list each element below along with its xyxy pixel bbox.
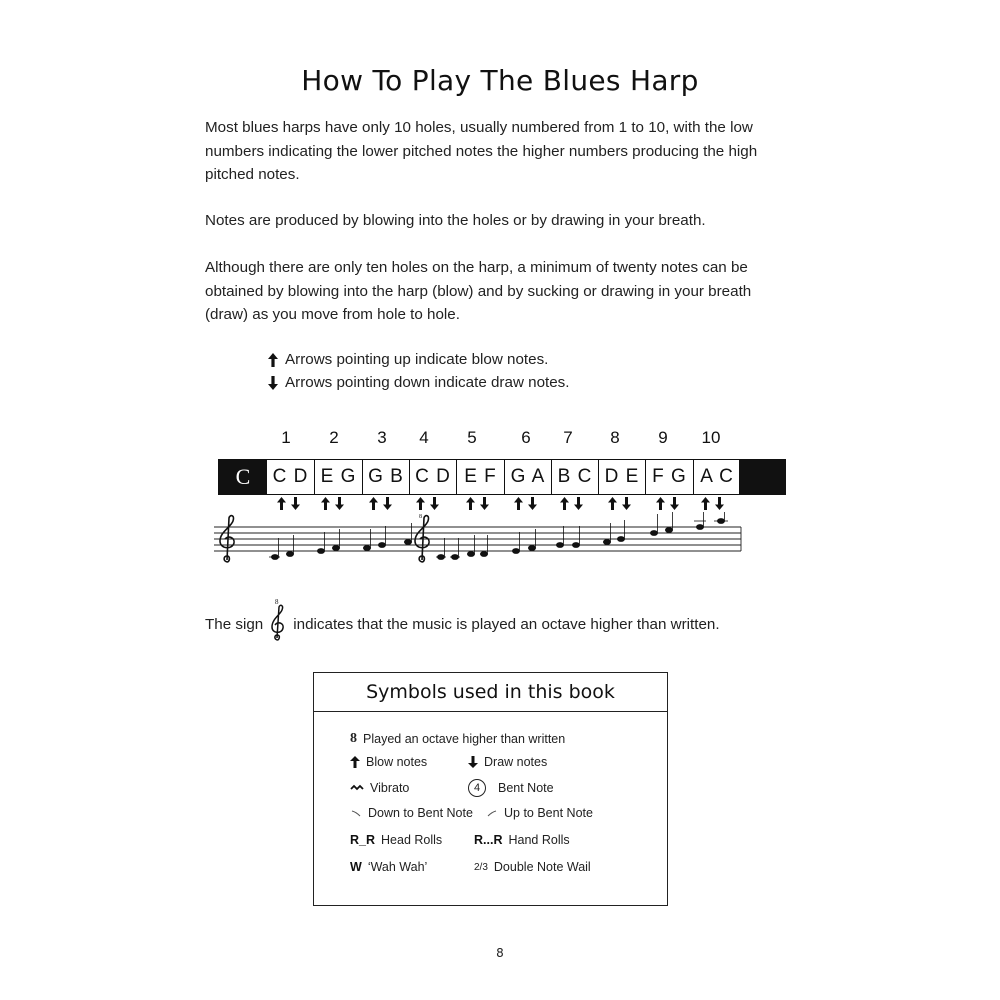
hole-number: 10 [701, 428, 721, 447]
bent-note-label: Bent Note [498, 781, 554, 795]
up-arrow-icon [350, 756, 360, 768]
draw-legend [267, 374, 570, 391]
hole-number: 1 [281, 428, 291, 447]
intro-paragraph: Most blues harps have only 10 holes, usually numbered from 1 to 10, with the low numbers indicating the lower pitched notes the higher numbers producing the high pitched notes. [205, 119, 758, 183]
up-arrow-icon [656, 497, 665, 510]
octave-label: Played an octave higher than written [363, 732, 566, 746]
up-arrow-icon [321, 497, 330, 510]
hole-arrows [701, 497, 724, 510]
key-label: C [219, 460, 267, 494]
down-arrow-icon [528, 497, 537, 510]
blow-label: Blow notes [366, 755, 428, 769]
up-arrow-icon [416, 497, 425, 510]
hole-arrows [560, 497, 583, 510]
hole-notes: F G [646, 460, 694, 494]
hole-notes: A C [700, 466, 734, 487]
up-arrow-icon [267, 353, 279, 367]
hole-arrows [277, 497, 300, 510]
harp-end-block [739, 460, 785, 494]
hole-arrows [608, 497, 631, 510]
vibrato-label: Vibrato [370, 781, 410, 795]
hole-notes: G A [505, 460, 552, 494]
hole-arrows [369, 497, 392, 510]
up-arrow-icon [608, 497, 617, 510]
hole-arrows [514, 497, 537, 510]
symbol-row-bends [350, 806, 593, 820]
hand-rolls-label: Hand Rolls [508, 833, 570, 847]
page-title: How To Play The Blues Harp [301, 64, 699, 97]
treble-clef-octave-icon [415, 514, 429, 562]
music-staff [214, 512, 744, 574]
wah-wah-label: ‘Wah Wah’ [367, 860, 428, 874]
down-arrow-icon [383, 497, 392, 510]
down-arrow-icon [430, 497, 439, 510]
harp-hole-diagram [218, 459, 786, 495]
hole-arrows [466, 497, 489, 510]
hole-number: 2 [329, 428, 339, 447]
hole-notes: B C [552, 460, 599, 494]
sign-text-after: indicates that the music is played an octave higher than written. [293, 615, 720, 633]
treble-clef-octave-icon [269, 598, 287, 644]
svg-text:8: 8 [419, 514, 422, 520]
down-bent-label: Down to Bent Note [368, 806, 473, 820]
up-arrow-icon [369, 497, 378, 510]
notes-paragraph: Notes are produced by blowing into the holes or by drawing in your breath. [205, 212, 706, 229]
blow-legend-text: Arrows pointing up indicate blow notes. [285, 351, 549, 368]
up-arrow-icon [701, 497, 710, 510]
page-number: 8 [496, 946, 504, 960]
hole-arrows [656, 497, 679, 510]
up-bent-label: Up to Bent Note [504, 806, 593, 820]
symbol-row-rolls [350, 833, 570, 847]
hole-arrows [321, 497, 344, 510]
head-rolls-icon: R_R [350, 833, 376, 847]
hole-number: 3 [377, 428, 387, 447]
down-arrow-icon [574, 497, 583, 510]
up-bend-icon [486, 808, 498, 818]
svg-text:8: 8 [275, 598, 279, 606]
up-arrow-icon [277, 497, 286, 510]
hole-notes: C D [267, 460, 315, 494]
symbol-row-vibrato-bent [350, 779, 554, 797]
down-arrow-icon [480, 497, 489, 510]
hand-rolls-icon: R...R [474, 833, 503, 847]
down-arrow-icon [670, 497, 679, 510]
hole-number: 4 [419, 428, 429, 447]
vibrato-icon [350, 783, 364, 793]
down-arrow-icon [291, 497, 300, 510]
head-rolls-label: Head Rolls [381, 833, 443, 847]
hole-numbers [0, 428, 1000, 450]
hole-number: 9 [658, 428, 668, 447]
up-arrow-icon [514, 497, 523, 510]
hole-number: 5 [467, 428, 477, 447]
hole-number: 6 [521, 428, 531, 447]
symbols-heading: Symbols used in this book [314, 673, 667, 712]
hole-notes: G B [363, 460, 410, 494]
sign-text-before: The sign [205, 615, 264, 633]
down-arrow-icon [267, 376, 279, 390]
down-arrow-icon [622, 497, 631, 510]
twenty-notes-paragraph: Although there are only ten holes on the harp, a minimum of twenty notes can be obtained by blowing into the harp (blow) and by sucking or drawing in your breath (draw) as you move from hole to hole. [205, 259, 752, 323]
blow-legend [267, 351, 548, 368]
up-arrow-icon [560, 497, 569, 510]
hole-notes: D E [599, 460, 646, 494]
hole-notes: E G [315, 460, 363, 494]
draw-label: Draw notes [484, 755, 548, 769]
up-arrow-icon [466, 497, 475, 510]
wah-wah-icon: W [350, 860, 362, 874]
draw-legend-text: Arrows pointing down indicate draw notes. [285, 374, 570, 391]
hole-notes: E F [457, 460, 505, 494]
hole-notes: C D [410, 460, 457, 494]
down-bend-icon [350, 808, 362, 818]
hole-number: 8 [610, 428, 620, 447]
symbols-legend-box [313, 672, 668, 906]
hole-number: 7 [563, 428, 573, 447]
double-note-wail-label: Double Note Wail [493, 860, 591, 874]
blow-draw-arrows [0, 497, 1000, 513]
down-arrow-icon [335, 497, 344, 510]
symbol-row-octave [350, 731, 565, 747]
octave-8-icon: 8 [350, 731, 357, 746]
symbol-row-wah-wail [350, 860, 591, 874]
hole-arrows [416, 497, 439, 510]
bent-note-icon: 4 [468, 779, 486, 797]
symbol-row-blow-draw [350, 755, 547, 769]
down-arrow-icon [715, 497, 724, 510]
octave-sign-note [205, 598, 720, 644]
double-note-wail-icon: 2/3 [474, 861, 488, 873]
down-arrow-icon [468, 756, 478, 768]
